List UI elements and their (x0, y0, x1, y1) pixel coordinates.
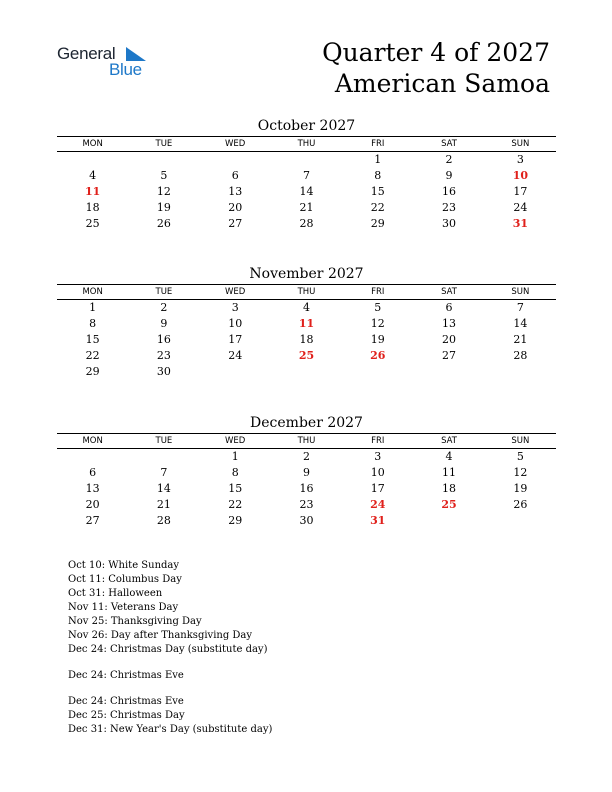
empty-day-cell (57, 449, 128, 466)
day-cell: 18 (299, 333, 314, 346)
day-cell: 19 (370, 333, 385, 346)
day-cell: 6 (89, 466, 97, 479)
holiday-item: Nov 26: Day after Thanksgiving Day (68, 630, 253, 641)
day-cell: 15 (228, 482, 243, 495)
day-cell: 16 (442, 185, 457, 198)
day-cell: 26 (156, 217, 171, 230)
day-cell: 12 (156, 185, 171, 198)
day-cell: 16 (299, 482, 314, 495)
day-cell: 11 (442, 466, 457, 479)
day-cell: 25 (85, 217, 100, 230)
day-cell: 17 (228, 333, 243, 346)
day-cell: 3 (516, 153, 524, 166)
day-cell: 27 (85, 514, 100, 527)
weekday-header: SUN (485, 434, 556, 449)
day-cell: 14 (299, 185, 314, 198)
day-cell: 23 (156, 349, 171, 362)
empty-day-cell (271, 364, 342, 380)
empty-day-cell (485, 513, 556, 529)
day-cell: 16 (156, 333, 171, 346)
day-cell: 7 (516, 301, 524, 314)
day-cell: 24 (370, 498, 386, 511)
holiday-item: Nov 11: Veterans Day (68, 602, 179, 613)
week-row (57, 300, 556, 317)
day-cell: 29 (228, 514, 243, 527)
empty-day-cell (128, 152, 199, 169)
weekday-header: MON (57, 137, 128, 152)
logo-text-blue: Blue (109, 60, 142, 79)
day-cell: 22 (85, 349, 100, 362)
day-cell: 23 (442, 201, 457, 214)
weekday-header: FRI (342, 285, 413, 300)
weekday-header: WED (200, 434, 271, 449)
day-cell: 6 (445, 301, 453, 314)
week-row (57, 316, 556, 332)
weekday-header-row (57, 285, 556, 300)
day-cell: 9 (160, 317, 168, 330)
day-cell: 10 (228, 317, 243, 330)
empty-day-cell (271, 152, 342, 169)
day-cell: 2 (160, 301, 168, 314)
weekday-header: THU (271, 434, 342, 449)
week-row (57, 449, 556, 466)
weekday-header: TUE (128, 434, 199, 449)
day-cell: 22 (228, 498, 243, 511)
week-row (57, 152, 556, 169)
day-cell: 4 (89, 169, 97, 182)
weekday-header: FRI (342, 434, 413, 449)
empty-day-cell (413, 364, 484, 380)
day-cell: 15 (370, 185, 385, 198)
day-cell: 29 (370, 217, 385, 230)
day-cell: 1 (89, 301, 97, 314)
holiday-gap (68, 683, 272, 695)
day-cell: 30 (156, 365, 171, 378)
weekday-header: TUE (128, 285, 199, 300)
day-cell: 25 (441, 498, 457, 511)
holiday-item: Oct 11: Columbus Day (68, 574, 182, 585)
empty-day-cell (342, 364, 413, 380)
day-cell: 2 (302, 450, 310, 463)
day-cell: 20 (85, 498, 100, 511)
day-cell: 10 (370, 466, 385, 479)
day-cell: 17 (513, 185, 528, 198)
holiday-item: Dec 24: Christmas Eve (68, 696, 184, 707)
day-cell: 8 (89, 317, 97, 330)
day-cell: 11 (298, 317, 315, 330)
empty-day-cell (200, 152, 271, 169)
holiday-gap (68, 657, 272, 669)
day-cell: 30 (442, 217, 457, 230)
day-cell: 18 (442, 482, 457, 495)
day-cell: 8 (231, 466, 239, 479)
holiday-item: Oct 10: White Sunday (68, 560, 180, 571)
weekday-header: SAT (413, 285, 484, 300)
day-cell: 1 (231, 450, 239, 463)
day-cell: 20 (228, 201, 243, 214)
day-cell: 18 (85, 201, 100, 214)
weekday-header: SAT (413, 434, 484, 449)
weekday-header-row (57, 137, 556, 152)
day-cell: 31 (512, 217, 528, 230)
day-cell: 5 (516, 450, 524, 463)
day-cell: 13 (228, 185, 243, 198)
day-cell: 31 (370, 514, 386, 527)
day-cell: 12 (370, 317, 385, 330)
weekday-header: SUN (485, 137, 556, 152)
weekday-header: SAT (413, 137, 484, 152)
calendar-table (57, 284, 556, 380)
day-cell: 7 (302, 169, 310, 182)
day-cell: 22 (370, 201, 385, 214)
weekday-header: WED (200, 137, 271, 152)
holiday-item: Dec 24: Christmas Eve (68, 670, 184, 681)
month-december (57, 413, 556, 529)
month-title: November 2027 (249, 266, 364, 282)
holiday-item: Oct 31: Halloween (68, 588, 163, 599)
day-cell: 14 (513, 317, 528, 330)
page-title (322, 37, 550, 99)
title-country: American Samoa (334, 69, 550, 98)
day-cell: 21 (299, 201, 314, 214)
week-row (57, 168, 556, 184)
day-cell: 19 (156, 201, 171, 214)
day-cell: 6 (231, 169, 239, 182)
logo-triangle-icon (126, 47, 146, 61)
empty-day-cell (413, 513, 484, 529)
week-row (57, 465, 556, 481)
holiday-item: Dec 31: New Year's Day (substitute day) (68, 724, 273, 735)
day-cell: 1 (374, 153, 382, 166)
title-quarter: Quarter 4 of 2027 (322, 38, 550, 67)
logo-text-general: General (57, 44, 116, 63)
week-row (57, 216, 556, 232)
day-cell: 3 (374, 450, 382, 463)
day-cell: 25 (298, 349, 315, 362)
day-cell: 20 (442, 333, 457, 346)
month-october (57, 116, 556, 232)
day-cell: 2 (445, 153, 453, 166)
day-cell: 26 (370, 349, 386, 362)
empty-day-cell (485, 364, 556, 380)
day-cell: 8 (374, 169, 382, 182)
weekday-header-row (57, 434, 556, 449)
day-cell: 19 (513, 482, 528, 495)
month-title: December 2027 (250, 415, 363, 431)
day-cell: 7 (160, 466, 168, 479)
day-cell: 9 (302, 466, 310, 479)
day-cell: 11 (84, 185, 101, 198)
day-cell: 27 (228, 217, 243, 230)
logo (57, 44, 157, 80)
holiday-item: Dec 24: Christmas Day (substitute day) (68, 644, 268, 655)
week-row (57, 497, 556, 513)
weekday-header: TUE (128, 137, 199, 152)
weekday-header: FRI (342, 137, 413, 152)
week-row (57, 332, 556, 348)
day-cell: 27 (442, 349, 457, 362)
weekday-header: THU (271, 285, 342, 300)
holiday-item: Dec 25: Christmas Day (68, 710, 185, 721)
day-cell: 14 (156, 482, 171, 495)
holiday-item: Nov 25: Thanksgiving Day (68, 616, 202, 627)
day-cell: 28 (513, 349, 528, 362)
empty-day-cell (200, 364, 271, 380)
weekday-header: THU (271, 137, 342, 152)
day-cell: 5 (160, 169, 168, 182)
week-row (57, 200, 556, 216)
weekday-header: MON (57, 434, 128, 449)
calendar-table (57, 433, 556, 529)
week-row (57, 513, 556, 529)
day-cell: 5 (374, 301, 382, 314)
week-row (57, 364, 556, 380)
month-november (57, 264, 556, 380)
day-cell: 15 (85, 333, 100, 346)
day-cell: 3 (231, 301, 239, 314)
day-cell: 4 (302, 301, 310, 314)
week-row (57, 481, 556, 497)
day-cell: 17 (370, 482, 385, 495)
day-cell: 21 (156, 498, 171, 511)
weekday-header: MON (57, 285, 128, 300)
day-cell: 21 (513, 333, 528, 346)
day-cell: 12 (513, 466, 528, 479)
day-cell: 28 (299, 217, 314, 230)
day-cell: 9 (445, 169, 453, 182)
holiday-list (68, 559, 272, 737)
empty-day-cell (57, 152, 128, 169)
week-row (57, 184, 556, 200)
day-cell: 30 (299, 514, 314, 527)
weekday-header: WED (200, 285, 271, 300)
month-title: October 2027 (257, 118, 356, 134)
day-cell: 23 (299, 498, 314, 511)
day-cell: 28 (156, 514, 171, 527)
day-cell: 24 (228, 349, 243, 362)
empty-day-cell (128, 449, 199, 466)
day-cell: 26 (513, 498, 528, 511)
day-cell: 13 (85, 482, 100, 495)
day-cell: 29 (85, 365, 100, 378)
weekday-header: SUN (485, 285, 556, 300)
calendar-table (57, 136, 556, 232)
day-cell: 10 (512, 169, 528, 182)
day-cell: 13 (442, 317, 457, 330)
day-cell: 4 (445, 450, 453, 463)
day-cell: 24 (513, 201, 528, 214)
week-row (57, 348, 556, 364)
